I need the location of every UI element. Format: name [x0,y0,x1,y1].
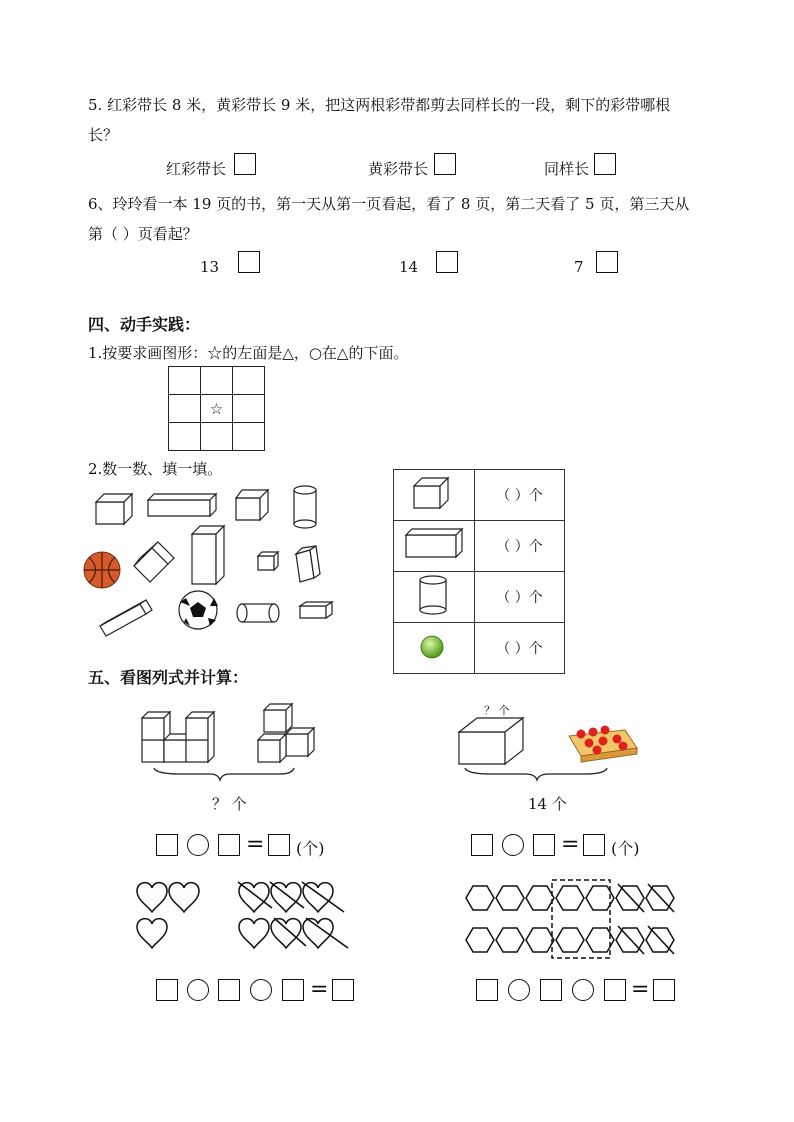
hexagon-icon [556,886,584,910]
cuboid-icon [148,494,216,516]
q5-answer-box-same[interactable] [594,153,616,175]
q6-option-14: 14 [399,258,419,276]
grid-cell[interactable] [233,395,265,423]
cube-icon [258,552,278,570]
closed-box-icon [459,718,523,764]
shapes-collection [80,480,380,640]
hexagon-icon [526,886,554,910]
table-shape-cell [394,623,475,674]
equation-box[interactable] [156,979,178,1001]
q6-text-line2: 第（ ）页看起？ [88,225,198,243]
grid-cell[interactable] [201,367,233,395]
equation-box[interactable] [540,979,562,1001]
hexagon-icon [496,886,524,910]
operator-circle[interactable] [502,834,524,856]
equation-box[interactable] [282,979,304,1001]
cylinder-icon [394,572,474,618]
sphere-icon [394,623,474,669]
cuboid-icon [394,521,474,567]
hexagon-icon [586,928,614,952]
section5-title: 五、看图列式并计算： [88,668,249,687]
hexagon-icon [556,928,584,952]
stacked-cubes-left [140,700,320,780]
q6-answer-box-7[interactable] [596,251,618,273]
hexagon-icon [466,928,494,952]
equation-box[interactable] [218,979,240,1001]
cylinder-icon [294,486,316,528]
q5-answer-box-yellow[interactable] [434,153,456,175]
crossed-heart-icon [271,919,301,948]
count-blank-cube[interactable]: （ ）个 [475,470,565,521]
section4-q2-text: 2.数一数、填一填。 [88,460,223,478]
heart-icon [169,883,199,912]
crossed-heart-icon [303,883,333,912]
section4-title: 四、动手实践： [88,315,201,334]
cuboid-icon [300,602,332,618]
q5-option-red: 红彩带长 [166,160,227,178]
right-total-label: 14 个 [528,795,567,813]
operator-circle[interactable] [250,979,272,1001]
equation-result-box[interactable] [268,834,290,856]
equals-sign: = [631,977,650,1002]
equation-result-box[interactable] [332,979,354,1001]
table-row [394,470,565,521]
grid-cell[interactable] [233,423,265,451]
count-blank-cylinder[interactable]: （ ）个 [475,572,565,623]
equation-result-box[interactable] [653,979,675,1001]
cylinder-icon [237,604,279,622]
q5-answer-box-red[interactable] [234,153,256,175]
count-blank-sphere[interactable]: （ ）个 [475,623,565,674]
table-shape-cell [394,521,475,572]
q5-option-same: 同样长 [544,160,590,178]
grid-cell[interactable] [169,395,201,423]
grid-cell[interactable] [169,423,201,451]
hexagon-icon [526,928,554,952]
drawing-grid [168,366,265,451]
q5-option-yellow: 黄彩带长 [368,160,429,178]
cuboid-icon [100,600,152,636]
cube-icon [394,470,474,516]
table-row [394,521,565,572]
operator-circle[interactable] [187,979,209,1001]
operator-circle[interactable] [572,979,594,1001]
table-shape-cell [394,572,475,623]
equals-sign: = [246,832,265,857]
equation-box[interactable] [604,979,626,1001]
q6-text-line1: 6、玲玲看一本 19 页的书，第一天从第一页看起，看了 8 页，第二天看了 5 页，第三天从 [88,195,690,213]
cube-icon [134,542,174,582]
q6-option-13: 13 [200,258,220,276]
section4-q1-text: 1.按要求画图形：☆的左面是△，○在△的下面。 [88,344,409,362]
box-and-apples [455,714,655,784]
equals-sign: = [310,977,329,1002]
basketball-icon [84,552,120,588]
cuboid-icon [296,546,320,582]
count-blank-cuboid[interactable]: （ ）个 [475,521,565,572]
grid-cell[interactable] [169,367,201,395]
q5-text-line2: 长？ [88,126,119,144]
heart-icon [137,919,167,948]
grid-cell[interactable] [233,367,265,395]
hexagons-picture [462,876,682,960]
heart-icon [137,883,167,912]
operator-circle[interactable] [187,834,209,856]
equals-sign: = [561,832,580,857]
equation-box[interactable] [533,834,555,856]
equation-box[interactable] [476,979,498,1001]
hexagon-icon [466,886,494,910]
right-box-label: ？ 个 [484,704,510,717]
equation-result-box[interactable] [583,834,605,856]
count-table [393,469,565,674]
cuboid-icon [192,526,224,584]
star-icon: ☆ [209,399,224,418]
grid-cell[interactable] [201,423,233,451]
operator-circle[interactable] [508,979,530,1001]
hexagon-icon [496,928,524,952]
q6-option-7: 7 [574,258,584,276]
soccer-ball-icon [179,591,218,629]
grid-cell-star [201,395,233,423]
table-row [394,623,565,674]
table-shape-cell [394,470,475,521]
left-total-label: ？ 个 [212,795,247,813]
equation-box[interactable] [218,834,240,856]
cube-icon [236,490,268,520]
hearts-picture [134,876,364,956]
unit-label: (个) [611,839,640,858]
q5-text-line1: 5. 红彩带长 8 米，黄彩带长 9 米，把这两根彩带都剪去同样长的一段，剩下的彩带哪根 [88,96,671,114]
q6-answer-box-14[interactable] [436,251,458,273]
unit-label: (个) [296,839,325,858]
table-row [394,572,565,623]
equation-box[interactable] [156,834,178,856]
cube-icon [96,494,132,524]
heart-icon [239,919,269,948]
equation-box[interactable] [471,834,493,856]
q6-answer-box-13[interactable] [238,251,260,273]
apple-tray-icon [569,726,637,763]
